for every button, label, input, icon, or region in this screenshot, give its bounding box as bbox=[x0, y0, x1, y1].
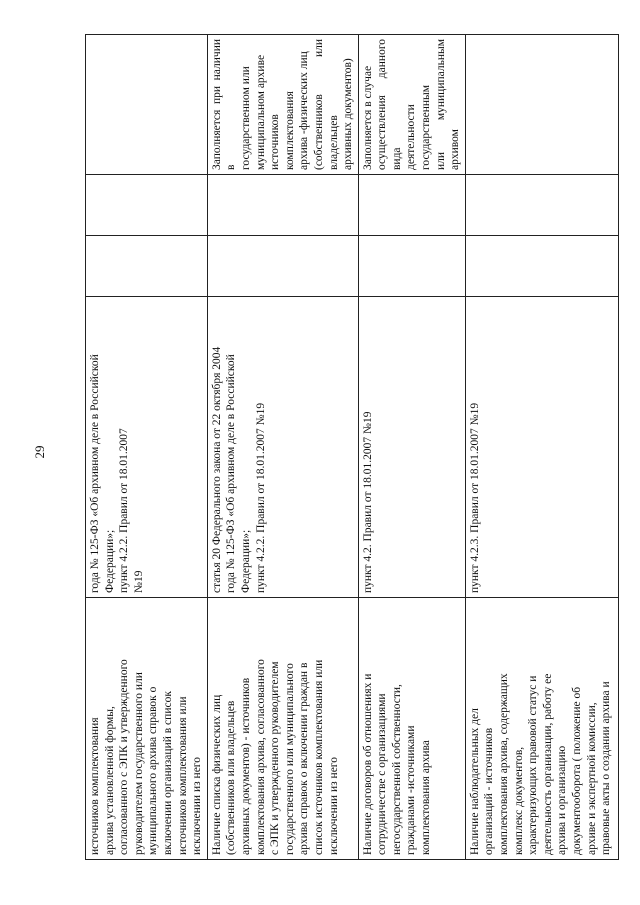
note-cell bbox=[207, 35, 358, 175]
note-cell bbox=[358, 35, 465, 175]
cell-text-line: комплектования архива, содержащих bbox=[498, 673, 511, 855]
requirement-cell bbox=[86, 598, 208, 860]
cell-text-line: государственном или bbox=[239, 66, 252, 170]
cell-text-line: деятельность организации, работу ее bbox=[541, 673, 554, 855]
answer-cell-b bbox=[86, 175, 208, 236]
cell-text-line: осуществления данного вида bbox=[376, 39, 403, 170]
answer-cell-b bbox=[358, 175, 465, 236]
cell-text-line: архива справок о включении граждан в bbox=[298, 662, 311, 855]
cell-text-line: муниципального архива справок о bbox=[147, 686, 160, 855]
answer-cell-a bbox=[86, 236, 208, 297]
cell-text-line: источников комплектования bbox=[89, 717, 101, 855]
requirement-cell bbox=[358, 598, 465, 860]
cell-text-line: статья 20 Федерального закона от 22 октября 2004 bbox=[210, 346, 223, 593]
note-cell bbox=[86, 35, 208, 175]
cell-text-line: документооборота ( положение об bbox=[571, 686, 583, 855]
requirement-cell bbox=[465, 598, 618, 860]
cell-text-line: характеризующих правовой статус и bbox=[527, 675, 540, 855]
cell-text-line: Заполняется в случае bbox=[361, 65, 374, 170]
cell-text-line: архиве и экспертной комиссии, bbox=[585, 702, 598, 855]
cell-text-line: Наличие договоров об отношениях и bbox=[361, 673, 374, 855]
cell-text-line: №19 bbox=[132, 570, 145, 593]
note-cell bbox=[465, 35, 618, 175]
cell-text-line: гражданами -источниками bbox=[405, 725, 418, 855]
cell-text-line: архива и организацию bbox=[556, 745, 569, 855]
requirement-cell bbox=[207, 598, 358, 860]
cell-text-line: исключении из него bbox=[327, 757, 340, 855]
cell-text-line: комплектования архива bbox=[420, 740, 433, 855]
cell-text-line: года № 125-ФЗ «Об архивном деле в Российской bbox=[89, 354, 101, 593]
cell-text-line: комплекс документов, bbox=[512, 746, 525, 855]
cell-text-line: Федерации»; bbox=[239, 529, 252, 593]
cell-text-line: или муниципальным архивом bbox=[434, 39, 462, 170]
legal-basis-cell bbox=[207, 297, 358, 598]
cell-text-line: исключении из него bbox=[191, 757, 204, 855]
cell-text-line: список источников комплектования или bbox=[312, 659, 325, 855]
cell-text-line: архивных документов) - источников bbox=[239, 677, 252, 855]
answer-cell-b bbox=[207, 175, 358, 236]
requirements-table bbox=[85, 34, 619, 860]
cell-text-line: согласованного с ЭПК и утвержденного bbox=[118, 659, 131, 855]
cell-text-line: негосударственной собственности, bbox=[390, 684, 403, 855]
cell-text-line: архивных документов) bbox=[342, 58, 355, 170]
cell-text-line: включении организаций в список bbox=[161, 691, 174, 855]
cell-text-line: организаций - источников bbox=[483, 727, 496, 855]
cell-text-line: Федерации»; bbox=[103, 529, 116, 593]
cell-text-line: государственного или муниципального bbox=[283, 663, 296, 855]
rotated-page-content bbox=[85, 39, 613, 860]
cell-text-line: пункт 4.2.2. Правил от 18.01.2007 №19 bbox=[254, 402, 267, 593]
legal-basis-cell bbox=[465, 297, 618, 598]
cell-text-line: Заполняется при наличии в bbox=[210, 39, 238, 170]
cell-text-line: Наличие списка физических лиц bbox=[210, 694, 223, 855]
cell-text-line: архива установленной формы, bbox=[103, 706, 116, 855]
table-row bbox=[207, 35, 358, 860]
table-row bbox=[86, 35, 208, 860]
answer-cell-b bbox=[465, 175, 618, 236]
cell-text-line: руководителем государственного или bbox=[132, 672, 145, 855]
cell-text-line: деятельности государственным bbox=[405, 84, 433, 170]
cell-text-line: правовые акты о создании архива и bbox=[600, 681, 613, 855]
cell-text-line: комплектования архива, согласованного bbox=[254, 659, 267, 855]
cell-text-line: сотрудничестве с организациями bbox=[376, 693, 389, 855]
answer-cell-a bbox=[207, 236, 358, 297]
answer-cell-a bbox=[465, 236, 618, 297]
cell-text-line: с ЭПК и утвержденного руководителем bbox=[269, 661, 282, 855]
cell-text-line: (собственников или владельцев bbox=[312, 39, 340, 170]
cell-text-line: пункт 4.2. Правил от 18.01.2007 №19 bbox=[361, 411, 374, 593]
table-row bbox=[465, 35, 618, 860]
cell-text-line: источников комплектования bbox=[269, 91, 296, 170]
table-row bbox=[358, 35, 465, 860]
cell-text-line: пункт 4.2.3. Правил от 18.01.2007 №19 bbox=[468, 402, 481, 593]
cell-text-line: Наличие наблюдательных дел bbox=[468, 708, 481, 855]
cell-text-line: архива -физических лиц bbox=[298, 51, 311, 170]
page-number: 29 bbox=[32, 445, 47, 459]
cell-text-line: пункт 4.2.2. Правил от 18.01.2007 bbox=[118, 428, 131, 593]
cell-text-line: источников комплектования или bbox=[176, 696, 189, 855]
answer-cell-a bbox=[358, 236, 465, 297]
legal-basis-cell bbox=[358, 297, 465, 598]
cell-text-line: муниципальном архиве bbox=[254, 54, 267, 170]
cell-text-line: года № 125-ФЗ «Об архивном деле в Российской bbox=[225, 354, 238, 593]
cell-text-line: (собственников или владельцев bbox=[225, 700, 238, 855]
legal-basis-cell bbox=[86, 297, 208, 598]
